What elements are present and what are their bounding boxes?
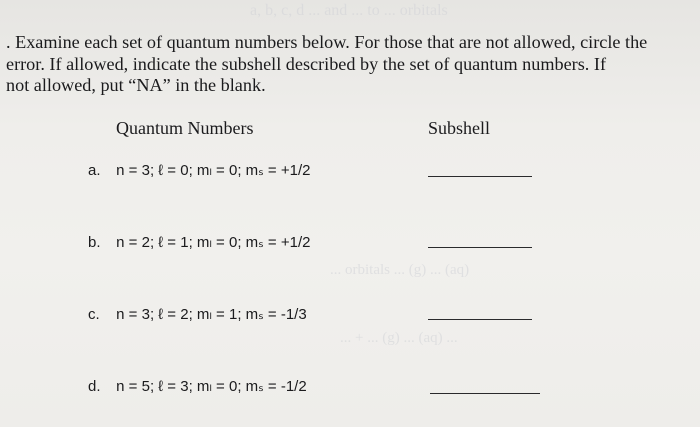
instructions-line-1: . Examine each set of quantum numbers below. For those that are not allowed, circle the [6,32,648,52]
bleed-through-mid: ... orbitals ... (g) ... (aq) [330,262,470,278]
question-d [88,377,307,395]
answer-blank-a[interactable] [428,176,532,177]
question-d-letter: d. [88,378,101,395]
question-b-letter: b. [88,234,101,251]
answer-blank-b[interactable] [428,247,532,248]
answer-blank-c[interactable] [428,319,532,320]
question-a-numbers: n = 3; ℓ = 0; mₗ = 0; mₛ = +1/2 [116,162,311,179]
instructions-line-2: error. If allowed, indicate the subshell described by the set of quantum numbers. If [6,53,607,74]
question-b [88,233,310,251]
instructions-paragraph [6,32,696,97]
question-a [88,161,310,179]
bleed-through-low: ... + ... (g) ... (aq) ... [340,330,458,346]
quantum-numbers-header: Quantum Numbers [116,118,254,138]
question-a-letter: a. [88,162,101,179]
question-b-numbers: n = 2; ℓ = 1; mₗ = 0; mₛ = +1/2 [116,234,311,251]
bleed-through-top: a, b, c, d ... and ... to ... orbitals [250,2,448,19]
question-d-numbers: n = 5; ℓ = 3; mₗ = 0; mₛ = -1/2 [116,378,307,395]
question-c [88,305,307,323]
question-c-letter: c. [88,306,100,323]
instructions-line-3: not allowed, put “NA” in the blank. [6,75,266,95]
question-c-numbers: n = 3; ℓ = 2; mₗ = 1; mₛ = -1/3 [116,306,307,323]
subshell-header: Subshell [428,118,491,138]
answer-blank-d[interactable] [430,393,540,394]
